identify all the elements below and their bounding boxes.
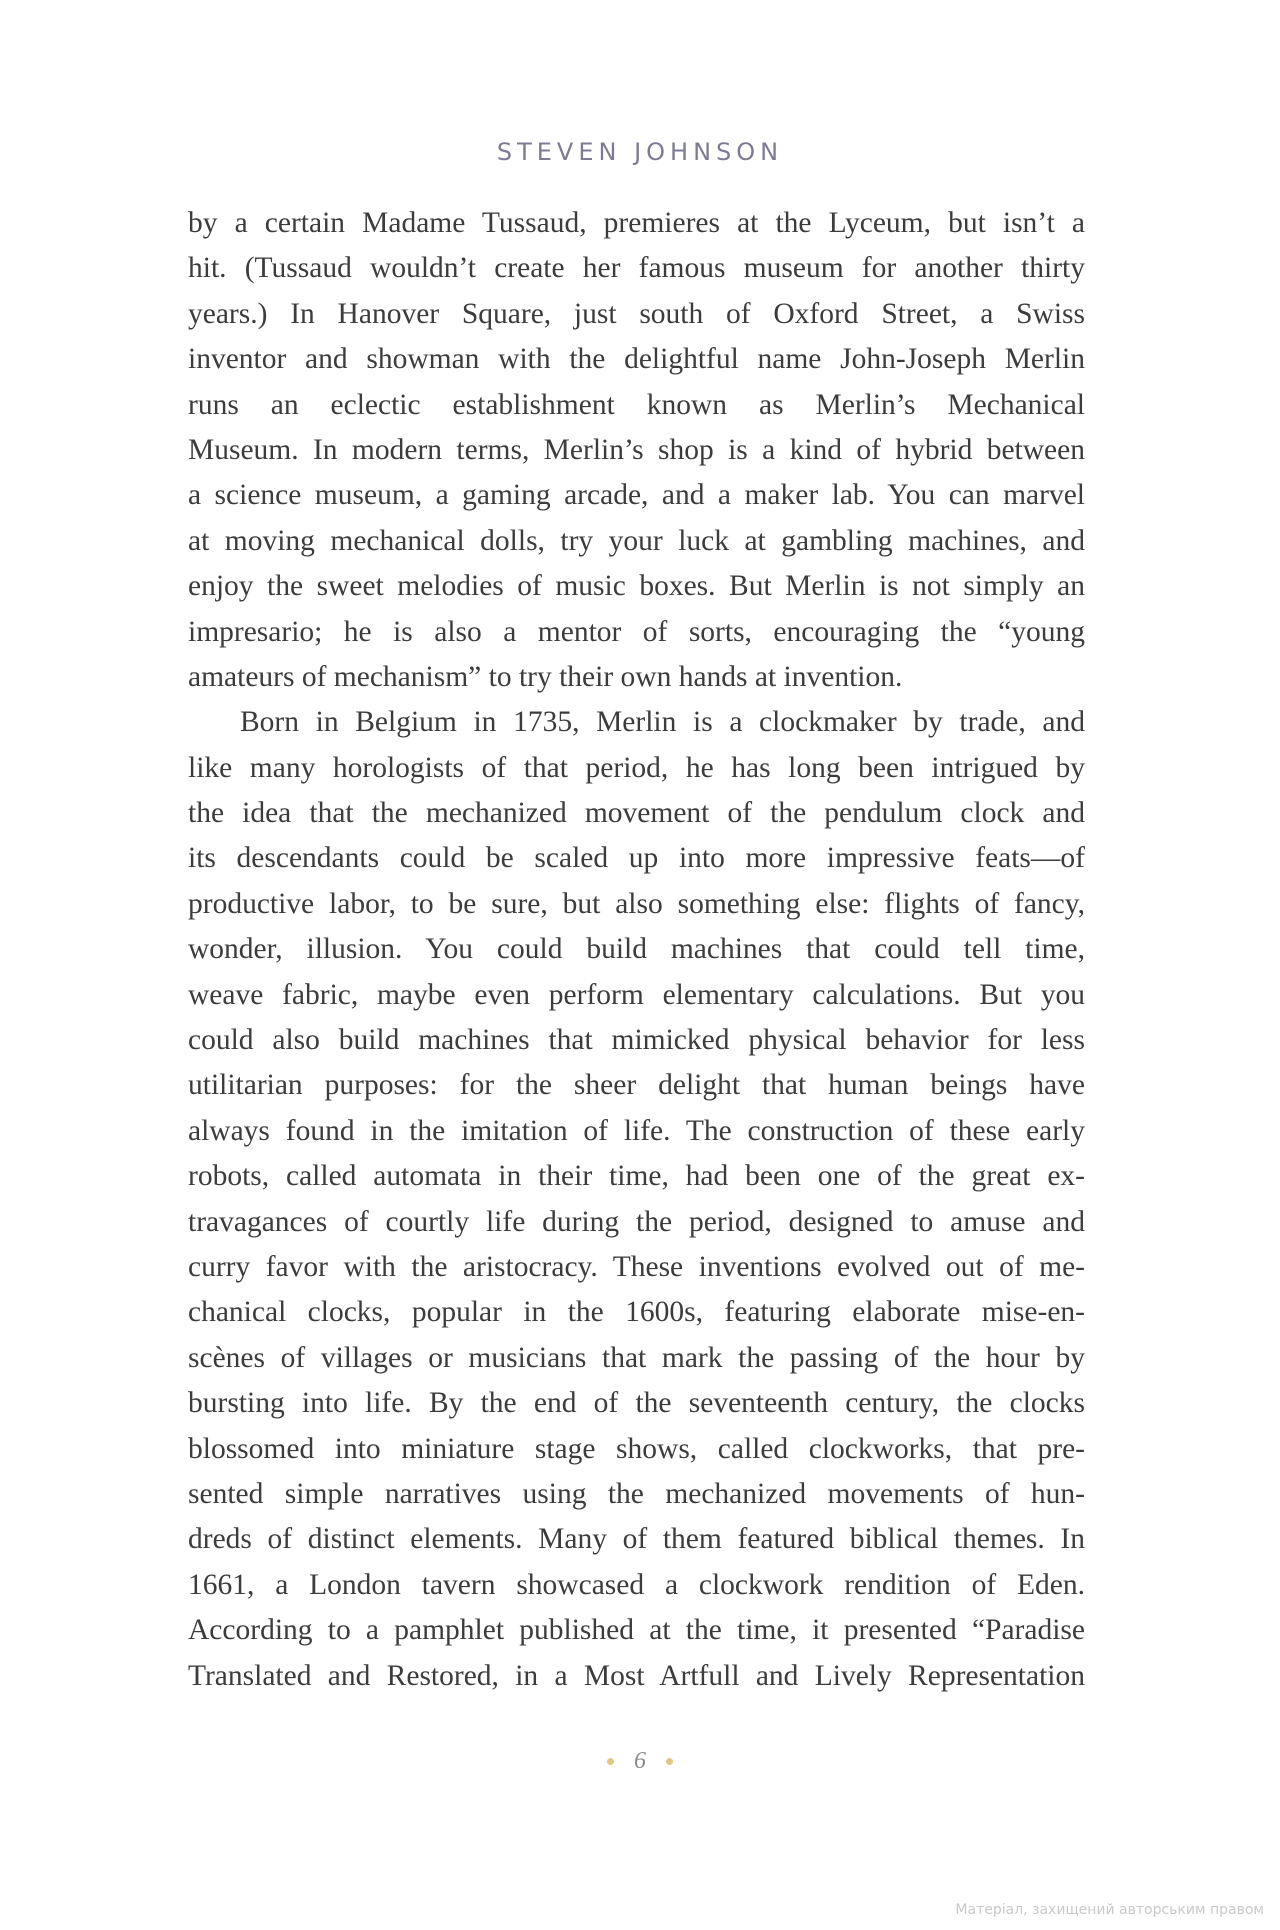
text-line: enjoy the sweet melodies of music boxes. But Merlin is not simply an [188,570,1085,603]
text-line: scènes of villages or musicians that mark the passing of the hour by [188,1341,1085,1374]
text-line: Born in Belgium in 1735, Merlin is a clockmaker by trade, and [240,706,1085,739]
text-line: always found in the imitation of life. The construction of these early [188,1114,1085,1147]
text-line: wonder, illusion. You could build machines that could tell time, [188,933,1085,966]
text-line: productive labor, to be sure, but also something else: flights of fancy, [188,887,1085,920]
text-line: curry favor with the aristocracy. These inventions evolved out of me- [188,1250,1085,1283]
text-line: travagances of courtly life during the period, designed to amuse and [188,1205,1085,1238]
text-line: runs an eclectic establishment known as Merlin’s Mechanical [188,388,1085,421]
body-text [188,201,1085,1699]
text-line: its descendants could be scaled up into more impressive feats—of [188,842,1085,875]
text-line: Translated and Restored, in a Most Artfull and Lively Representation [188,1659,1085,1692]
text-line: 1661, a London tavern showcased a clockwork rendition of Eden. [188,1568,1085,1601]
text-line: like many horologists of that period, he has long been intrigued by [188,751,1085,784]
text-line: bursting into life. By the end of the seventeenth century, the clocks [188,1387,1085,1420]
copyright-watermark: Матеріал, захищений авторським правом [955,1902,1264,1918]
text-line: hit. (Tussaud wouldn’t create her famous museum for another thirty [188,252,1085,285]
text-line: blossomed into miniature stage shows, called clockworks, that pre- [188,1432,1085,1465]
text-line: at moving mechanical dolls, try your luck at gambling machines, and [188,524,1085,557]
text-line: weave fabric, maybe even perform elementary calculations. But you [188,978,1085,1011]
page-folio [0,1748,1280,1775]
text-line: According to a pamphlet published at the time, it presented “Paradise [188,1614,1085,1647]
running-head: STEVEN JOHNSON [496,138,784,166]
text-line: a science museum, a gaming arcade, and a maker lab. You can marvel [188,479,1085,512]
page-number: 6 [634,1748,646,1774]
text-line: Museum. In modern terms, Merlin’s shop is a kind of hybrid between [188,433,1085,466]
text-line: robots, called automata in their time, had been one of the great ex- [188,1160,1085,1193]
text-line: the idea that the mechanized movement of the pendulum clock and [188,797,1085,830]
bullet-dot-icon [666,1758,673,1765]
text-line: utilitarian purposes: for the sheer delight that human beings have [188,1069,1085,1102]
bullet-dot-icon [607,1758,614,1765]
text-line: impresario; he is also a mentor of sorts, encouraging the “young [188,615,1085,648]
text-line: by a certain Madame Tussaud, premieres at the Lyceum, but isn’t a [188,207,1085,239]
text-line: years.) In Hanover Square, just south of Oxford Street, a Swiss [188,297,1085,330]
text-line: could also build machines that mimicked physical behavior for less [188,1024,1085,1057]
text-line: chanical clocks, popular in the 1600s, featuring elaborate mise-en- [188,1296,1085,1329]
text-line: inventor and showman with the delightful name John-Joseph Merlin [188,343,1085,376]
text-line: amateurs of mechanism” to try their own hands at invention. [188,660,903,693]
text-line: sented simple narratives using the mechanized movements of hun- [188,1477,1085,1510]
text-line: dreds of distinct elements. Many of them featured biblical themes. In [188,1523,1085,1556]
